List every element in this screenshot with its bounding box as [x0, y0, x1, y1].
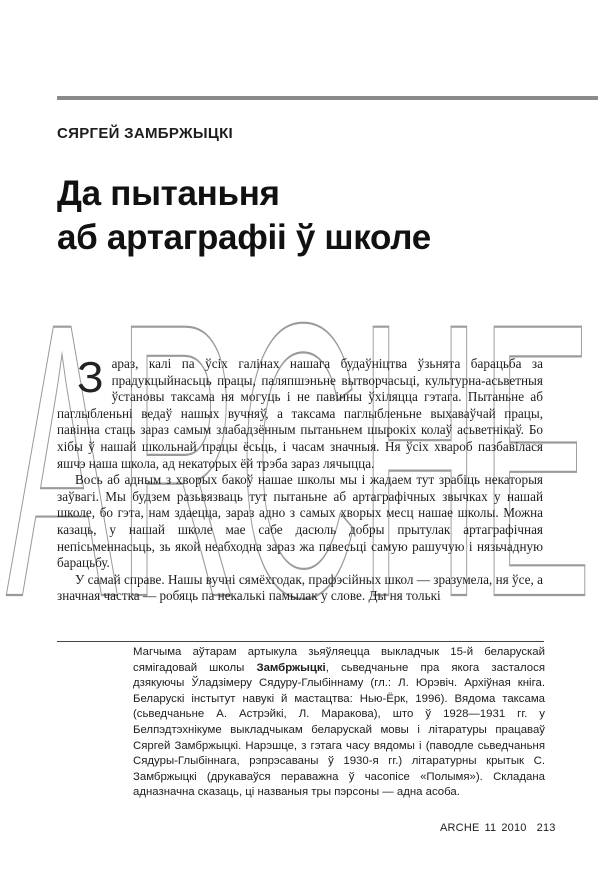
footnote-text-end: , сьведчаньне пра якога засталося дзякуючы Ўладзімеру Сядуру-Глыбіннаму (гл.: Л. Юрэвіч. Архіўная кніга. Беларускі інстытут навукі й мастацтва: Нью-Ёрк, 1996). Вядома таксама (сьведчаньне А. Астрэйкі, Л. Маракова), што ў 1928—1931 гг. у Белпэдтэхнікуме выкладчыкам беларускай мовы і літаратуры працаваў Сяргей Замбржыцкі. Нарэшце, з гэтага часу вядомы і (паводле сьведчаньня Сядуры-Глыбіннага, рэпрэсаваны ў 1930-я гг.) літаратурны крытык С. Замбржыцкі (друкаваўся пераважна ў часопісе «Полымя»). Складана адназначна сказаць, ці названыя тры пэрсоны — адна асоба.: [133, 661, 545, 799]
footnote: [133, 645, 545, 801]
drop-cap: З: [77, 353, 104, 402]
page-number: 213: [536, 822, 556, 834]
footnote-rule: [57, 641, 544, 642]
footnote-text-start: Магчыма аўтарам артыкула зьяўляецца выкладчык 15-й беларускай сямігадовай школы: [133, 646, 545, 674]
paragraph-3: У самай справе. Нашы вучні сямёхгодак, прафэсійных школ — зразумела, ня ўсе, а значная частка — робяць па некалькі памылак у слове. Ды ня толькі: [57, 571, 543, 604]
author-name: СЯРГЕЙ ЗАМБРЖЫЦКІ: [57, 125, 234, 142]
article-title: [57, 172, 431, 260]
paragraph-1: [57, 353, 543, 472]
paragraph-2: Вось аб адным з хворых бакоў нашае школы мы і жадаем тут зрабіць некаторыя заўвагі. Мы будзем разьвязваць тут пытаньне аб артаграфічных звычках у нашай школе, бо гэта, нам здаецца, зараз адно з самых хворых месц нашае школы. Можна казаць, у нашай школе мае сабе дасюль добры прытулак артаграфічная непісьменнасьць, зь якой неабходна зараз жа павесьці самую рашучую і нязьчадную барацьбу.: [57, 472, 543, 571]
issue-year: 2010: [501, 822, 527, 834]
watermark-text: ARCHE: [6, 242, 592, 620]
page-footer: [440, 822, 556, 834]
paragraph-1-text: араз, калі па ўсіх галінах нашага будаўніцтва ўзьнята барацьба за прадукцыйнасьць працы, паляпшэньне вытворчасьці, культурна-асьветныя ўстановы таксама ня могуць і не павінны ўхіляцца гэтага. Пытаньне аб паглыбленьні ведаў нашых вучняў, а таксама паглыбленьне выхаваўчай працы, павінна стаць зараз самым злабадзённым пытаньнем шырокіх колаў асьветнікаў. Бо хібы ў нашай школьнай працы ёсьць, і часам значныя. Ня ўсіх хвароб пазбавілася яшчэ наша школа, ад некаторых ёй трэба зараз лячыцца.: [57, 356, 543, 471]
footnote-bold-name: Замбржыцкі: [256, 661, 326, 674]
journal-name: ARCHE: [440, 822, 480, 834]
title-line-2: аб артаграфіі ў школе: [57, 218, 431, 257]
issue-number: 11: [484, 822, 497, 834]
top-rule: [57, 96, 598, 100]
title-line-1: Да пытаньня: [57, 174, 280, 213]
article-body: [57, 353, 543, 605]
